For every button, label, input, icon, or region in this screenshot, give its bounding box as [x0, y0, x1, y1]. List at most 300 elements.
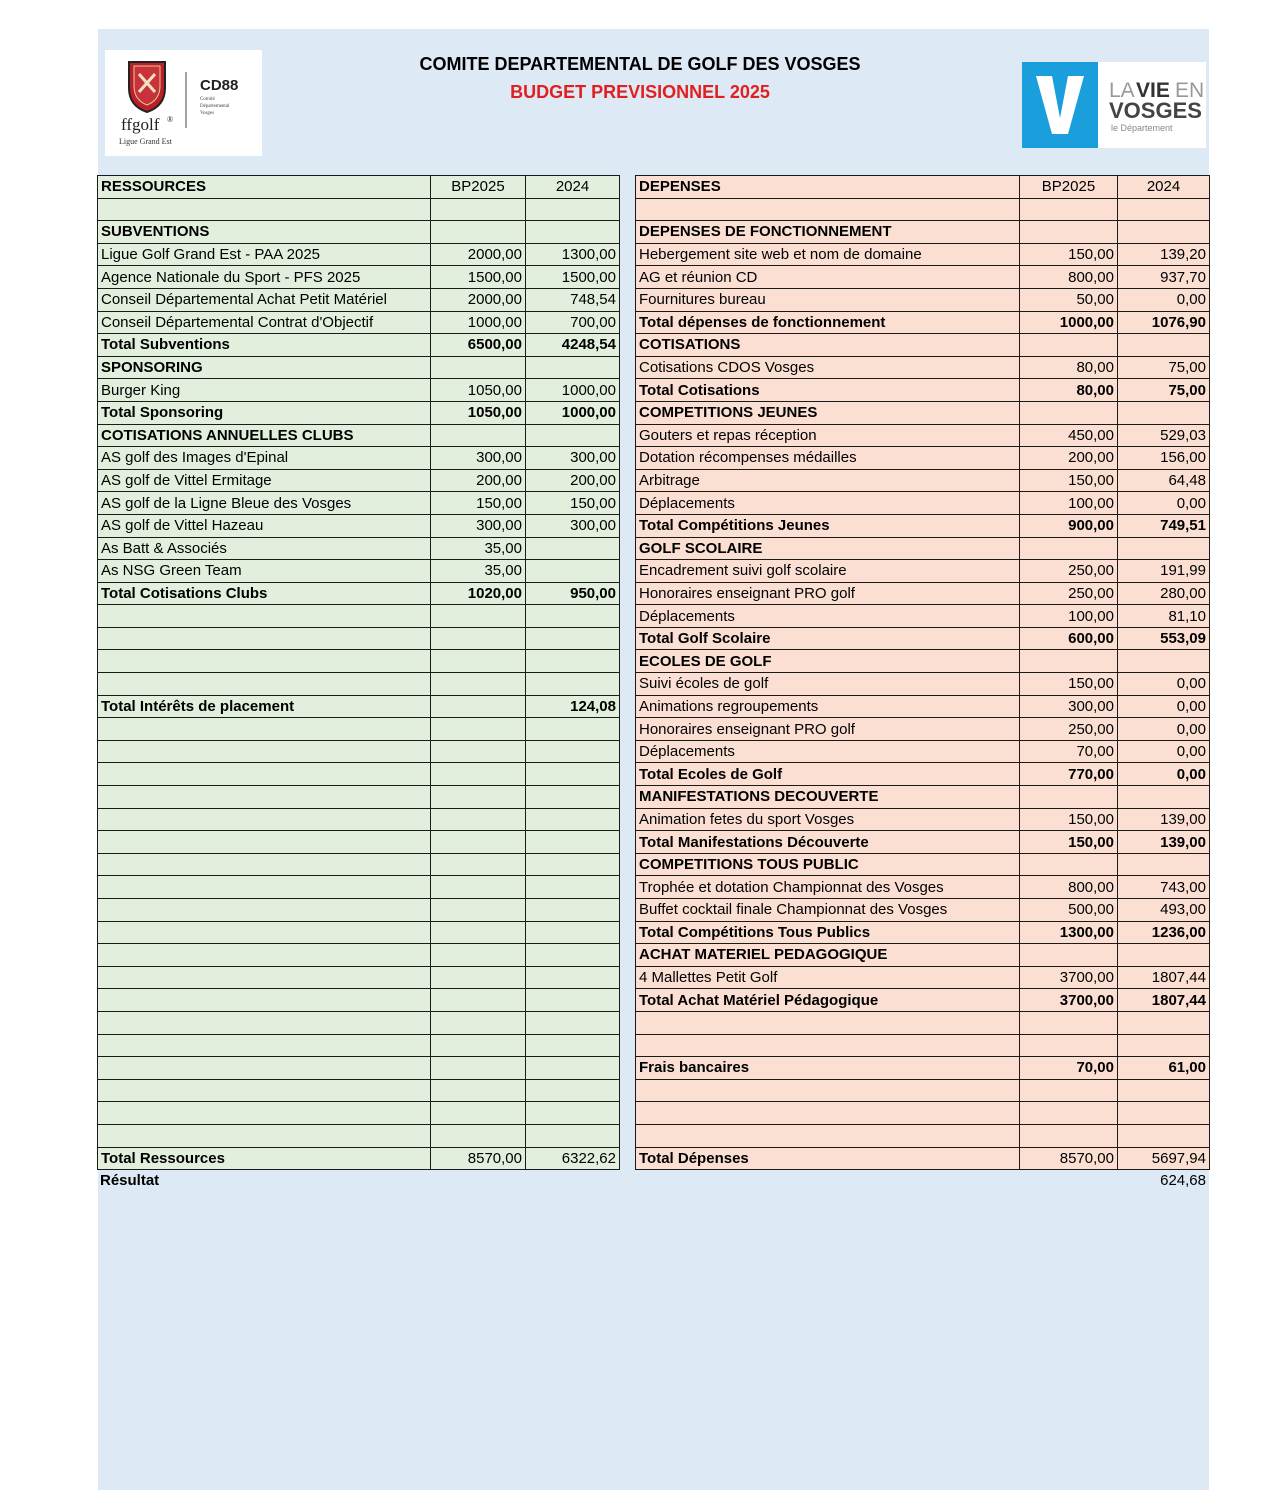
table-row: [636, 944, 1210, 967]
table-row: [636, 243, 1210, 266]
row-label: [636, 1102, 1020, 1125]
table-row: [98, 966, 620, 989]
document-subtitle: BUDGET PREVISIONNEL 2025: [510, 82, 770, 102]
row-2024: [1118, 1102, 1210, 1125]
row-bp2025: 80,00: [1020, 356, 1118, 379]
row-2024: 529,03: [1118, 424, 1210, 447]
ffgolf-shield-icon: [105, 50, 262, 156]
row-label: Animation fetes du sport Vosges: [636, 808, 1020, 831]
row-2024: 0,00: [1118, 695, 1210, 718]
row-bp2025: 450,00: [1020, 424, 1118, 447]
ressources-table: [97, 175, 620, 1170]
row-label: [98, 1079, 431, 1102]
svg-text:Ligue Grand Est: Ligue Grand Est: [119, 137, 172, 146]
row-2024: [1118, 221, 1210, 244]
row-bp2025: [431, 808, 526, 831]
total-2024: 5697,94: [1118, 1147, 1210, 1170]
row-label: Déplacements: [636, 492, 1020, 515]
row-bp2025: 1000,00: [431, 311, 526, 334]
table-row: [98, 514, 620, 537]
row-bp2025: 150,00: [1020, 831, 1118, 854]
row-bp2025: 70,00: [1020, 1057, 1118, 1080]
table-row: [98, 808, 620, 831]
table-row: [636, 627, 1210, 650]
row-bp2025: [431, 695, 526, 718]
row-bp2025: 250,00: [1020, 582, 1118, 605]
row-bp2025: [431, 1079, 526, 1102]
table-row: [98, 582, 620, 605]
row-label: Fournitures bureau: [636, 288, 1020, 311]
row-2024: [526, 740, 620, 763]
row-label: Encadrement suivi golf scolaire: [636, 560, 1020, 583]
row-bp2025: [431, 1057, 526, 1080]
row-bp2025: [1020, 401, 1118, 424]
row-bp2025: [431, 221, 526, 244]
depenses-total-row: [636, 1147, 1210, 1170]
row-2024: [526, 537, 620, 560]
svg-text:Comité: Comité: [200, 97, 215, 102]
row-2024: 1000,00: [526, 401, 620, 424]
table-row: [636, 740, 1210, 763]
row-bp2025: 2000,00: [431, 288, 526, 311]
row-bp2025: [431, 831, 526, 854]
table-row: [98, 469, 620, 492]
svg-text:VOSGES: VOSGES: [1109, 98, 1202, 123]
row-2024: [526, 808, 620, 831]
svg-text:®: ®: [167, 115, 174, 124]
row-label: [98, 673, 431, 696]
row-label: [98, 876, 431, 899]
row-bp2025: 200,00: [431, 469, 526, 492]
row-bp2025: 150,00: [1020, 243, 1118, 266]
svg-text:LA: LA: [1109, 79, 1135, 102]
row-bp2025: [1020, 1079, 1118, 1102]
ffgolf-cd88-logo: [105, 50, 262, 156]
row-label: [98, 786, 431, 809]
row-bp2025: 150,00: [1020, 673, 1118, 696]
la-vie-en-vosges-logo: [1022, 62, 1206, 148]
row-2024: [1118, 853, 1210, 876]
row-bp2025: [1020, 198, 1118, 221]
row-label: [636, 1011, 1020, 1034]
total-bp2025: 8570,00: [1020, 1147, 1118, 1170]
row-label: [636, 1034, 1020, 1057]
row-label: COMPETITIONS JEUNES: [636, 401, 1020, 424]
row-2024: [1118, 786, 1210, 809]
row-label: Conseil Départemental Contrat d'Objectif: [98, 311, 431, 334]
row-2024: 0,00: [1118, 718, 1210, 741]
row-2024: 0,00: [1118, 673, 1210, 696]
row-label: [98, 1011, 431, 1034]
row-bp2025: 900,00: [1020, 514, 1118, 537]
row-2024: 139,20: [1118, 243, 1210, 266]
row-label: [98, 966, 431, 989]
row-2024: 1807,44: [1118, 966, 1210, 989]
row-2024: 0,00: [1118, 740, 1210, 763]
row-label: Total Achat Matériel Pédagogique: [636, 989, 1020, 1012]
row-bp2025: 1050,00: [431, 401, 526, 424]
row-bp2025: 35,00: [431, 537, 526, 560]
row-bp2025: 600,00: [1020, 627, 1118, 650]
row-bp2025: 500,00: [1020, 899, 1118, 922]
row-label: Total Manifestations Découverte: [636, 831, 1020, 854]
table-row: [636, 1034, 1210, 1057]
row-2024: 300,00: [526, 447, 620, 470]
row-2024: [1118, 944, 1210, 967]
row-bp2025: [431, 989, 526, 1012]
table-row: [636, 763, 1210, 786]
ressources-header-2024: 2024: [526, 176, 620, 199]
row-bp2025: 1050,00: [431, 379, 526, 402]
row-2024: 280,00: [1118, 582, 1210, 605]
table-row: [98, 492, 620, 515]
table-row: [98, 650, 620, 673]
table-row: [98, 198, 620, 221]
row-bp2025: 300,00: [431, 514, 526, 537]
row-2024: 139,00: [1118, 808, 1210, 831]
row-label: Total Golf Scolaire: [636, 627, 1020, 650]
table-row: [636, 379, 1210, 402]
table-row: [98, 627, 620, 650]
total-2024: 6322,62: [526, 1147, 620, 1170]
table-row: [98, 831, 620, 854]
table-row: [636, 1124, 1210, 1147]
table-row: [98, 424, 620, 447]
table-row: [636, 899, 1210, 922]
table-row: [636, 1102, 1210, 1125]
row-label: Animations regroupements: [636, 695, 1020, 718]
table-row: [636, 853, 1210, 876]
row-bp2025: [431, 1124, 526, 1147]
row-bp2025: 770,00: [1020, 763, 1118, 786]
row-label: AG et réunion CD: [636, 266, 1020, 289]
table-row: [98, 537, 620, 560]
row-bp2025: 300,00: [431, 447, 526, 470]
row-bp2025: 150,00: [431, 492, 526, 515]
row-bp2025: [431, 718, 526, 741]
resultat-value: 624,68: [1160, 1172, 1206, 1189]
row-2024: 0,00: [1118, 763, 1210, 786]
svg-text:Départemental: Départemental: [200, 104, 230, 109]
depenses-table: [635, 175, 1210, 1170]
row-2024: [526, 650, 620, 673]
row-2024: [526, 221, 620, 244]
row-label: [98, 921, 431, 944]
row-2024: [526, 786, 620, 809]
row-2024: [526, 831, 620, 854]
table-row: [636, 605, 1210, 628]
row-label: Buffet cocktail finale Championnat des Vosges: [636, 899, 1020, 922]
table-row: [98, 401, 620, 424]
row-label: Agence Nationale du Sport - PFS 2025: [98, 266, 431, 289]
row-2024: [526, 198, 620, 221]
row-bp2025: 100,00: [1020, 492, 1118, 515]
table-row: [636, 966, 1210, 989]
table-row: [98, 560, 620, 583]
row-label: COTISATIONS: [636, 334, 1020, 357]
row-bp2025: [1020, 853, 1118, 876]
table-row: [636, 650, 1210, 673]
row-label: Déplacements: [636, 740, 1020, 763]
row-label: Arbitrage: [636, 469, 1020, 492]
svg-text:CD88: CD88: [200, 77, 239, 94]
row-label: [636, 198, 1020, 221]
table-row: [636, 560, 1210, 583]
row-label: [98, 1124, 431, 1147]
table-row: [98, 740, 620, 763]
row-2024: [526, 1011, 620, 1034]
row-2024: 553,09: [1118, 627, 1210, 650]
row-label: [98, 627, 431, 650]
table-row: [98, 853, 620, 876]
row-label: COTISATIONS ANNUELLES CLUBS: [98, 424, 431, 447]
row-bp2025: 50,00: [1020, 288, 1118, 311]
row-label: [98, 944, 431, 967]
table-row: [98, 899, 620, 922]
table-row: [636, 514, 1210, 537]
row-bp2025: [431, 921, 526, 944]
table-row: [636, 718, 1210, 741]
row-bp2025: [431, 853, 526, 876]
row-2024: [526, 718, 620, 741]
row-bp2025: [1020, 1034, 1118, 1057]
row-2024: [526, 356, 620, 379]
row-label: As NSG Green Team: [98, 560, 431, 583]
table-row: [98, 1124, 620, 1147]
row-2024: [1118, 650, 1210, 673]
svg-text:Vosges: Vosges: [200, 111, 215, 116]
row-2024: 749,51: [1118, 514, 1210, 537]
row-bp2025: [431, 876, 526, 899]
row-label: GOLF SCOLAIRE: [636, 537, 1020, 560]
row-2024: 300,00: [526, 514, 620, 537]
row-2024: 150,00: [526, 492, 620, 515]
table-row: [636, 334, 1210, 357]
row-label: [98, 198, 431, 221]
row-label: ECOLES DE GOLF: [636, 650, 1020, 673]
row-label: [98, 718, 431, 741]
table-row: [636, 356, 1210, 379]
row-bp2025: [431, 605, 526, 628]
ressources-header-label: RESSOURCES: [98, 176, 431, 199]
table-row: [636, 786, 1210, 809]
table-row: [98, 288, 620, 311]
row-2024: 700,00: [526, 311, 620, 334]
row-bp2025: 35,00: [431, 560, 526, 583]
row-2024: [526, 560, 620, 583]
row-2024: [1118, 401, 1210, 424]
row-2024: [526, 966, 620, 989]
row-label: Honoraires enseignant PRO golf: [636, 582, 1020, 605]
row-2024: 156,00: [1118, 447, 1210, 470]
row-bp2025: 3700,00: [1020, 966, 1118, 989]
table-row: [98, 447, 620, 470]
row-bp2025: 1500,00: [431, 266, 526, 289]
row-bp2025: 800,00: [1020, 876, 1118, 899]
resultat-label: Résultat: [100, 1172, 160, 1189]
table-row: [636, 695, 1210, 718]
row-bp2025: [431, 198, 526, 221]
table-row: [98, 989, 620, 1012]
table-row: [636, 266, 1210, 289]
row-bp2025: [431, 673, 526, 696]
row-bp2025: 1020,00: [431, 582, 526, 605]
row-2024: [1118, 334, 1210, 357]
row-bp2025: 250,00: [1020, 718, 1118, 741]
row-label: AS golf de Vittel Ermitage: [98, 469, 431, 492]
row-bp2025: 800,00: [1020, 266, 1118, 289]
table-row: [98, 1034, 620, 1057]
row-2024: [526, 763, 620, 786]
row-2024: 743,00: [1118, 876, 1210, 899]
row-label: [98, 853, 431, 876]
row-label: SPONSORING: [98, 356, 431, 379]
row-label: [98, 1102, 431, 1125]
row-label: AS golf de Vittel Hazeau: [98, 514, 431, 537]
row-2024: 75,00: [1118, 379, 1210, 402]
table-row: [98, 695, 620, 718]
row-label: DEPENSES DE FONCTIONNEMENT: [636, 221, 1020, 244]
row-label: Honoraires enseignant PRO golf: [636, 718, 1020, 741]
row-2024: 1076,90: [1118, 311, 1210, 334]
table-row: [636, 921, 1210, 944]
row-2024: 1807,44: [1118, 989, 1210, 1012]
table-row: [98, 673, 620, 696]
table-row: [636, 989, 1210, 1012]
table-row: [636, 288, 1210, 311]
row-bp2025: [431, 944, 526, 967]
row-label: Total Intérêts de placement: [98, 695, 431, 718]
row-label: Suivi écoles de golf: [636, 673, 1020, 696]
row-label: Hebergement site web et nom de domaine: [636, 243, 1020, 266]
row-2024: 139,00: [1118, 831, 1210, 854]
row-label: Total Cotisations Clubs: [98, 582, 431, 605]
row-bp2025: [431, 763, 526, 786]
row-2024: [526, 1102, 620, 1125]
row-label: [98, 740, 431, 763]
row-label: Total Compétitions Tous Publics: [636, 921, 1020, 944]
row-bp2025: 300,00: [1020, 695, 1118, 718]
row-label: Cotisations CDOS Vosges: [636, 356, 1020, 379]
column-gap: [619, 175, 635, 1169]
row-label: Total dépenses de fonctionnement: [636, 311, 1020, 334]
row-bp2025: [431, 786, 526, 809]
row-bp2025: 80,00: [1020, 379, 1118, 402]
row-2024: [526, 605, 620, 628]
row-bp2025: [431, 424, 526, 447]
row-bp2025: 250,00: [1020, 560, 1118, 583]
svg-text:EN: EN: [1175, 79, 1205, 102]
total-label: Total Dépenses: [636, 1147, 1020, 1170]
row-label: COMPETITIONS TOUS PUBLIC: [636, 853, 1020, 876]
table-row: [636, 582, 1210, 605]
svg-text:VIE: VIE: [1136, 79, 1170, 102]
row-bp2025: 150,00: [1020, 469, 1118, 492]
table-row: [636, 447, 1210, 470]
row-bp2025: [431, 1102, 526, 1125]
row-bp2025: [1020, 1102, 1118, 1125]
row-bp2025: [1020, 334, 1118, 357]
table-row: [636, 1079, 1210, 1102]
row-label: AS golf des Images d'Epinal: [98, 447, 431, 470]
table-row: [636, 537, 1210, 560]
row-label: Conseil Départemental Achat Petit Matériel: [98, 288, 431, 311]
vosges-v-icon: [1022, 62, 1206, 148]
row-label: Ligue Golf Grand Est - PAA 2025: [98, 243, 431, 266]
row-label: [98, 831, 431, 854]
row-label: 4 Mallettes Petit Golf: [636, 966, 1020, 989]
row-2024: 75,00: [1118, 356, 1210, 379]
row-bp2025: [431, 966, 526, 989]
row-label: [98, 899, 431, 922]
svg-text:ffgolf: ffgolf: [121, 115, 160, 134]
row-label: [98, 989, 431, 1012]
row-2024: 64,48: [1118, 469, 1210, 492]
table-row: [98, 605, 620, 628]
row-2024: [526, 921, 620, 944]
row-2024: 81,10: [1118, 605, 1210, 628]
table-row: [98, 944, 620, 967]
row-label: Frais bancaires: [636, 1057, 1020, 1080]
row-bp2025: [1020, 944, 1118, 967]
table-row: [98, 1057, 620, 1080]
row-2024: 1500,00: [526, 266, 620, 289]
row-bp2025: 70,00: [1020, 740, 1118, 763]
table-row: [98, 266, 620, 289]
row-label: Gouters et repas réception: [636, 424, 1020, 447]
table-row: [636, 876, 1210, 899]
row-bp2025: [1020, 1011, 1118, 1034]
row-label: Total Cotisations: [636, 379, 1020, 402]
row-bp2025: 1300,00: [1020, 921, 1118, 944]
table-row: [636, 673, 1210, 696]
row-label: [98, 763, 431, 786]
table-row: [98, 876, 620, 899]
row-2024: [526, 424, 620, 447]
row-2024: [526, 876, 620, 899]
row-bp2025: 150,00: [1020, 808, 1118, 831]
row-2024: [1118, 1034, 1210, 1057]
table-row: [636, 1011, 1210, 1034]
row-2024: [526, 989, 620, 1012]
total-bp2025: 8570,00: [431, 1147, 526, 1170]
row-bp2025: 200,00: [1020, 447, 1118, 470]
row-2024: 4248,54: [526, 334, 620, 357]
row-bp2025: [431, 650, 526, 673]
row-2024: 0,00: [1118, 492, 1210, 515]
row-bp2025: [431, 899, 526, 922]
row-2024: 493,00: [1118, 899, 1210, 922]
row-2024: 0,00: [1118, 288, 1210, 311]
table-row: [98, 763, 620, 786]
row-label: Total Subventions: [98, 334, 431, 357]
row-2024: [526, 1124, 620, 1147]
row-bp2025: [431, 1034, 526, 1057]
row-label: Déplacements: [636, 605, 1020, 628]
row-label: Dotation récompenses médailles: [636, 447, 1020, 470]
row-2024: [526, 853, 620, 876]
table-row: [98, 356, 620, 379]
row-2024: [1118, 537, 1210, 560]
row-2024: [526, 899, 620, 922]
row-2024: [526, 1057, 620, 1080]
table-row: [98, 221, 620, 244]
row-2024: [1118, 1079, 1210, 1102]
row-bp2025: 6500,00: [431, 334, 526, 357]
row-bp2025: [431, 627, 526, 650]
table-row: [98, 1102, 620, 1125]
table-row: [98, 921, 620, 944]
